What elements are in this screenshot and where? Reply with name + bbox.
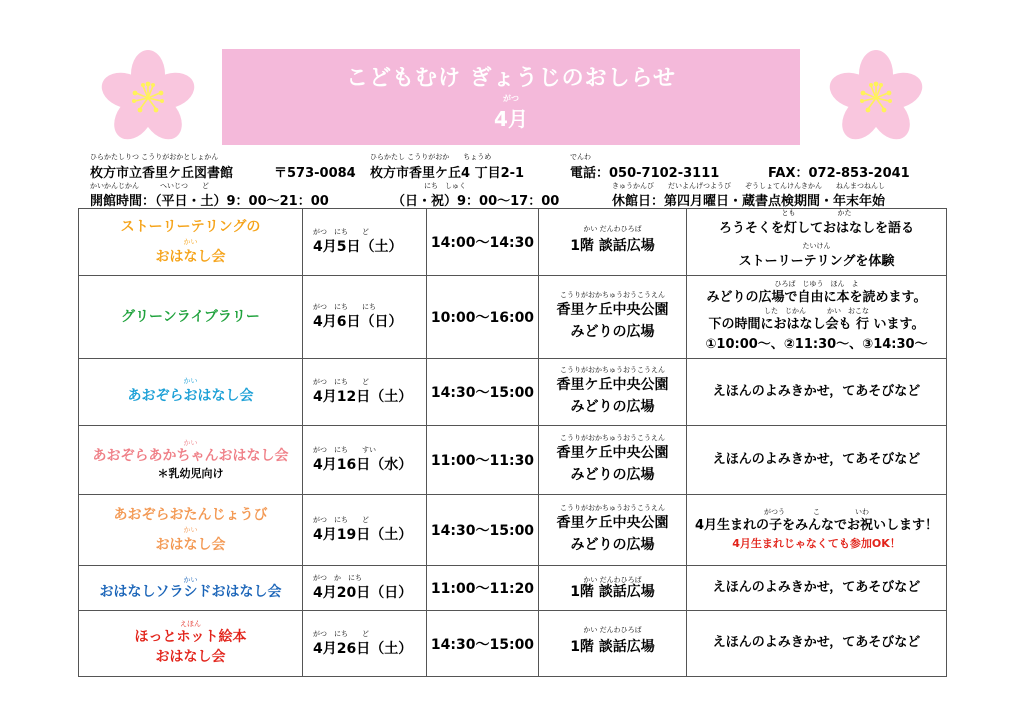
event-name-line: おはなし会 (155, 537, 226, 553)
event-time-cell (427, 359, 539, 426)
event-place-cell (539, 209, 687, 276)
event-name-line: あおぞらおはなし会 (127, 387, 254, 404)
event-time-cell (427, 611, 539, 677)
event-desc-ruby: ひろば じゆう ほん よ (774, 279, 859, 288)
month-ruby: がつ (503, 94, 519, 103)
event-date-cell (303, 276, 427, 359)
event-place-ruby: こうりがおかちゅうおうこうえん (560, 290, 665, 299)
event-name-cell (79, 209, 303, 276)
event-date-ruby: がつ にち ど (313, 228, 369, 236)
event-place: 香里ケ丘中央公園 (556, 444, 669, 461)
event-place-cell (539, 276, 687, 359)
table-row (79, 426, 947, 495)
opening-hours-holiday: （日・祝）9：00～17：00 (392, 194, 560, 209)
event-date-ruby: がつ にち ど (313, 629, 369, 638)
event-target-note: ＊乳幼児向け (157, 467, 224, 481)
event-place: みどりの広場 (570, 399, 655, 415)
event-name-line: グリーンライブラリー (121, 308, 260, 325)
event-time: 14:00～14:30 (430, 235, 535, 251)
event-place-ruby: こうりがおかちゅうおうこうえん (560, 503, 665, 512)
event-date-cell (303, 495, 427, 566)
event-place-cell (539, 566, 687, 611)
event-place: 1階 談話広場 (570, 639, 655, 656)
event-name-ruby: かい (183, 575, 198, 584)
event-place-cell (539, 426, 687, 495)
event-name-line: おはなしソラシドおはなし会 (99, 583, 282, 600)
event-date-cell (303, 611, 427, 677)
event-name-line: おはなし会 (155, 249, 226, 265)
event-date: 4月6日（日） (313, 314, 403, 330)
event-desc-line: みどりの広場で自由に本を読めます。 (706, 289, 927, 305)
event-name-cell (79, 611, 303, 677)
event-place: 1階 談話広場 (570, 237, 655, 254)
event-place-ruby: かい だんわひろば (583, 224, 642, 233)
event-date-ruby: がつ にち すい (313, 446, 376, 454)
event-time-cell (427, 566, 539, 611)
event-note: 4月生まれじゃなくても参加OK！ (732, 536, 901, 550)
event-desc-ruby: とも かた (781, 209, 852, 218)
event-desc-line: 4月生まれの子をみんなでお祝いします！ (694, 518, 939, 533)
event-name-cell (79, 359, 303, 426)
month-label: 4月 (494, 107, 528, 131)
table-row (79, 209, 947, 276)
event-date: 4月5日（土） (313, 239, 403, 255)
event-date-cell (303, 209, 427, 276)
event-name-line: おはなし会 (155, 648, 226, 665)
event-place-ruby: こうりがおかちゅうおうこうえん (560, 433, 665, 442)
event-name-cell (79, 426, 303, 495)
closed-days: 休館日：第四月曜日・蔵書点検期間・年末年始 (612, 194, 886, 209)
event-place-cell (539, 611, 687, 677)
event-place-cell (539, 495, 687, 566)
event-desc-cell (687, 359, 947, 426)
table-row (79, 611, 947, 677)
event-desc-line: えほんのよみきかせ，てあそびなど (712, 383, 921, 399)
opening-hours: 開館時間：（平日・土）9：00～21：00 (90, 194, 329, 209)
table-row (79, 566, 947, 611)
event-desc-cell (687, 426, 947, 495)
event-name-ruby: えほん (180, 619, 201, 628)
address-ruby: ひらかたし こうりがおか ちょうめ (370, 153, 492, 161)
event-name-cell (79, 566, 303, 611)
event-place: 香里ケ丘中央公園 (556, 514, 669, 531)
event-date-cell (303, 426, 427, 495)
event-date-cell (303, 359, 427, 426)
event-name-cell (79, 276, 303, 359)
event-place: 香里ケ丘中央公園 (556, 376, 669, 393)
event-time: 11:00～11:20 (430, 581, 535, 597)
event-desc-cell (687, 566, 947, 611)
event-name-line: あおぞらおたんじょうび (113, 506, 268, 523)
event-place: みどりの広場 (570, 537, 655, 553)
event-time-cell (427, 276, 539, 359)
event-name-ruby: かい (183, 526, 198, 534)
page-title: こどもむけ ぎょうじのおしらせ (345, 66, 676, 91)
event-desc-cell (687, 495, 947, 566)
event-desc-cell (687, 209, 947, 276)
cherry-blossom-icon (826, 48, 926, 148)
library-name: 枚方市立香里ケ丘図書館 (90, 166, 234, 181)
event-place-ruby: かい だんわひろば (583, 626, 642, 635)
event-desc-line: えほんのよみきかせ，てあそびなど (712, 579, 921, 595)
phone-ruby: でんわ (570, 153, 591, 161)
event-name-line: あおぞらあかちゃんおはなし会 (92, 447, 289, 464)
event-place: みどりの広場 (570, 324, 655, 340)
event-name-ruby: かい (183, 376, 198, 385)
event-desc-line: えほんのよみきかせ，てあそびなど (712, 451, 921, 467)
postal-code: 〒573-0084 (274, 166, 356, 181)
event-time-cell (427, 209, 539, 276)
event-desc-ruby: たいけん (802, 242, 831, 250)
event-name-ruby: かい (183, 438, 198, 447)
table-row (79, 495, 947, 566)
event-desc-cell (687, 276, 947, 359)
event-desc-cell (687, 611, 947, 677)
hours-ruby: かいかんじかん へいじつ ど (90, 182, 209, 190)
event-desc-line: 下の時間におはなし会も 行 います。 (708, 317, 925, 333)
event-desc-line: ①10:00～、②11:30～、③14:30～ (705, 336, 928, 352)
event-time: 14:30～15:00 (430, 523, 535, 539)
event-desc-ruby: がつう こ いわ (764, 508, 869, 516)
event-place-cell (539, 359, 687, 426)
events-table (78, 208, 947, 677)
event-date: 4月20日（日） (313, 585, 413, 601)
event-name-ruby: かい (183, 238, 198, 246)
event-place-ruby: かい だんわひろば (583, 575, 642, 584)
event-time-cell (427, 426, 539, 495)
event-date: 4月19日（土） (313, 527, 413, 543)
fax-number: FAX：072-853-2041 (768, 166, 910, 181)
library-name-ruby: ひらかたしりつ こうりがおかとしょかん (90, 153, 219, 161)
event-place: みどりの広場 (570, 467, 655, 483)
event-time: 14:30～15:00 (430, 385, 535, 401)
event-place: 香里ケ丘中央公園 (556, 301, 669, 318)
event-time: 10:00～16:00 (430, 310, 535, 326)
table-row (79, 276, 947, 359)
event-name-line: ほっとホット絵本 (134, 628, 247, 645)
event-desc-line: ストーリーテリングを体験 (738, 254, 895, 269)
event-date-ruby: がつ にち ど (313, 378, 369, 386)
closed-ruby: きゅうかんび だいよんげつようび ぞうしょてんけんきかん ねんまつねんし (612, 182, 885, 190)
library-address: 枚方市香里ケ丘4 丁目2-1 (370, 166, 525, 181)
event-desc-line: えほんのよみきかせ，てあそびなど (712, 635, 921, 651)
event-name-line: ストーリーテリングの (120, 218, 261, 235)
event-date-cell (303, 566, 427, 611)
event-date: 4月26日（土） (313, 640, 413, 657)
event-time-cell (427, 495, 539, 566)
event-desc-ruby: した じかん かい おこな (764, 307, 869, 316)
event-name-cell (79, 495, 303, 566)
event-place-ruby: こうりがおかちゅうおうこうえん (560, 365, 665, 374)
hours2-ruby: にち しゅく (424, 182, 466, 190)
event-date-ruby: がつ にち にち (313, 303, 376, 311)
event-time: 14:30～15:00 (430, 636, 535, 653)
table-row (79, 359, 947, 426)
event-desc-line: ろうそくを灯しておはなしを語る (718, 221, 914, 237)
event-date: 4月16日（水） (313, 457, 413, 473)
event-date-ruby: がつ か にち (313, 574, 362, 582)
phone-number: 電話：050-7102-3111 (570, 166, 720, 181)
cherry-blossom-icon (98, 48, 198, 148)
event-date: 4月12日（土） (313, 389, 413, 405)
event-date-ruby: がつ にち ど (313, 516, 369, 524)
event-place: 1階 談話広場 (570, 583, 655, 600)
title-banner (222, 49, 800, 145)
event-time: 11:00～11:30 (430, 453, 535, 469)
